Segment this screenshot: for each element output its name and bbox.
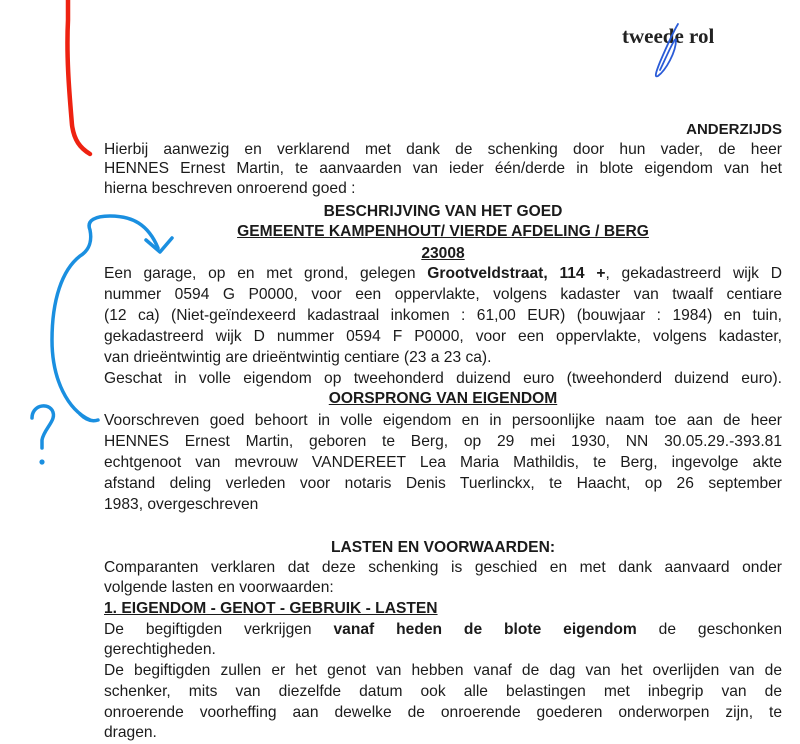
description-line-2: nummer 0594 G P0000, voor een oppervlakte, volgens kadaster van twaalf centiare <box>104 286 782 303</box>
description-line-4: gekadastreerd wijk D nummer 0594 F P0000, voor een oppervlakte, volgens kadaster, <box>104 328 782 345</box>
title-oorsprong-wrap <box>104 389 782 409</box>
origin-line-1: Voorschreven goed behoort in volle eigendom en in persoonlijke naam toe aan de heer <box>104 412 782 429</box>
description-pre: Een garage, op en met grond, gelegen <box>104 265 428 282</box>
description-address: Grootveldstraat, 114 + <box>427 265 606 282</box>
lasten-intro-line-1: Comparanten verklaren dat deze schenking is geschied en met dank aanvaard onder <box>104 559 782 576</box>
lasten-intro-line-2: volgende lasten en voorwaarden: <box>104 579 334 596</box>
title-beschrijving: BESCHRIJVING VAN HET GOED <box>323 203 563 220</box>
eigendom-pre: De begiftigden verkrijgen <box>104 621 334 638</box>
origin-line-3: echtgenoot van mevrouw VANDEREET Lea Maria Mathildis, te Berg, ingevolge akte <box>104 454 782 471</box>
intro-line-1: Hierbij aanwezig en verklarend met dank de schenking door hun vader, de heer <box>104 141 782 158</box>
title-postcode-wrap <box>104 244 782 264</box>
title-oorsprong: OORSPRONG VAN EIGENDOM <box>328 390 558 407</box>
eigendom-line-3: De begiftigden zullen er het genot van hebben vanaf de dag van het overlijden van de <box>104 662 782 679</box>
eigendom-bold: vanaf heden de blote eigendom <box>333 621 637 638</box>
question-mark-dot <box>39 459 44 464</box>
description-line-1 <box>104 264 782 284</box>
roll-stamp: tweede rol <box>622 24 715 48</box>
intro-line-3: hierna beschreven onroerend goed : <box>104 180 356 197</box>
title-gemeente: GEMEENTE KAMPENHOUT/ VIERDE AFDELING / BERG <box>237 223 649 240</box>
red-margin-line <box>67 0 90 154</box>
origin-line-2: HENNES Ernest Martin, geboren te Berg, op 29 mei 1930, NN 30.05.29.-393.81 <box>104 433 782 450</box>
origin-line-4: afstand deling verleden voor notaris Denis Tuerlinckx, te Haacht, op 26 september <box>104 475 782 492</box>
question-mark <box>32 406 53 448</box>
heading-anderzijds: ANDERZIJDS <box>686 121 782 138</box>
title-postcode: 23008 <box>421 245 465 262</box>
eigendom-line-1 <box>104 620 782 640</box>
eigendom-line-5: onroerende voorheffing aan dewelke de onroerende goederen onderworpen zijn, te <box>104 704 782 721</box>
description-line-3: (12 ca) (Niet-geïndexeerd kadastraal inkomen : 61,00 EUR) (bouwjaar : 1984) en tuin, <box>104 307 782 324</box>
description-post: , gekadastreerd wijk D <box>605 265 782 282</box>
blue-arrow-head-2 <box>80 414 98 421</box>
description-line-5: van drieëntwintig are drieëntwintig centiare (23 a 23 ca). <box>104 349 492 366</box>
eigendom-line-6: dragen. <box>104 724 157 741</box>
eigendom-line-2: gerechtigheden. <box>104 641 216 658</box>
description-line-6: Geschat in volle eigendom op tweehonderd duizend euro (tweehonderd duizend euro). <box>104 370 782 387</box>
title-eigendom: 1. EIGENDOM - GENOT - GEBRUIK - LASTEN <box>104 600 438 617</box>
origin-line-5: 1983, overgeschreven <box>104 496 259 513</box>
title-lasten: LASTEN EN VOORWAARDEN: <box>330 539 556 556</box>
intro-line-2: HENNES Ernest Martin, te aanvaarden van ieder één/derde in blote eigendom van het <box>104 160 782 177</box>
eigendom-line-4: schenker, mits van diezelfde datum ook alle belastingen met inbegrip van de <box>104 683 782 700</box>
title-gemeente-wrap <box>104 222 782 242</box>
title-eigendom-wrap <box>104 599 782 619</box>
eigendom-post: de geschonken <box>636 621 783 638</box>
